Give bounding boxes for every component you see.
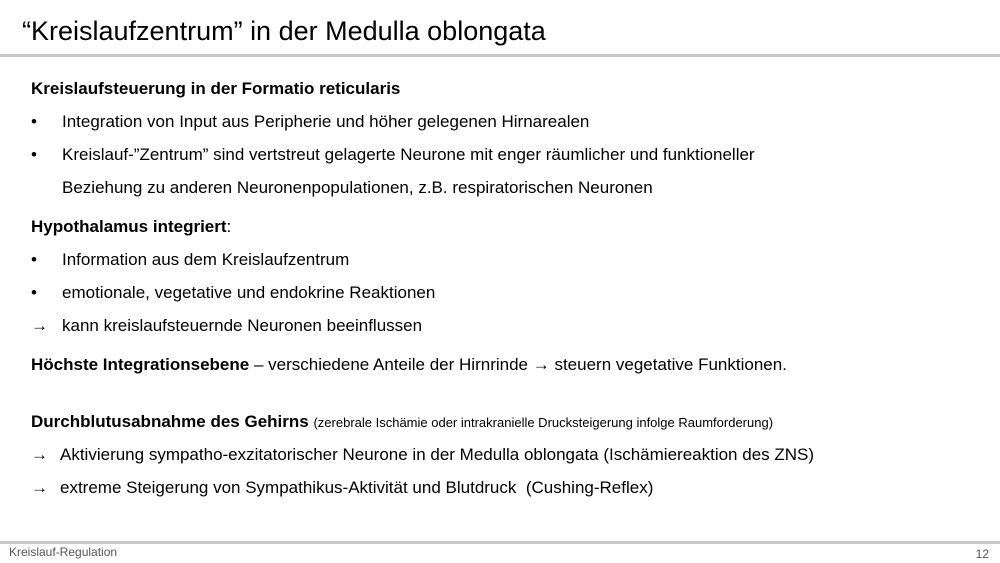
arrow-right-icon: →	[31, 478, 48, 497]
statement-text: steuern vegetative Funktionen.	[549, 355, 787, 374]
list-item	[31, 138, 981, 171]
arrow-item	[31, 438, 981, 471]
bullet-icon: •	[31, 145, 37, 164]
arrow-item-text: extreme Steigerung von Sympathikus-Aktivität und Blutdruck (Cushing-Reflex)	[60, 478, 654, 497]
section-heading-text: Hypothalamus integriert	[31, 217, 227, 236]
section-heading-text: Durchblutusabnahme des Gehirns	[31, 412, 309, 431]
section-note: (zerebrale Ischämie oder intrakranielle Drucksteigerung infolge Raumforderung)	[313, 415, 774, 430]
list-item-continuation	[31, 171, 981, 204]
slide-content	[31, 72, 981, 504]
list-item-text: Beziehung zu anderen Neuronenpopulationen, z.B. respiratorischen Neuronen	[62, 178, 653, 197]
list-item	[31, 276, 981, 309]
section-heading-durchblutung	[31, 405, 981, 438]
arrow-item	[31, 471, 981, 504]
footer-divider	[0, 541, 1000, 544]
footer-topic: Kreislauf-Regulation	[9, 545, 118, 559]
arrow-right-icon: →	[532, 355, 550, 374]
list-item-text: Information aus dem Kreislaufzentrum	[62, 250, 350, 269]
section-heading-hypothalamus	[31, 210, 981, 243]
arrow-item-text: Aktivierung sympatho-exzitatorischer Neurone in der Medulla oblongata (Ischämiereaktion des ZNS)	[60, 445, 815, 464]
arrow-right-icon: →	[31, 445, 48, 464]
arrow-item	[31, 309, 981, 342]
page-number: 12	[975, 547, 989, 561]
heading-colon: :	[226, 217, 232, 236]
section-heading-formatio-reticularis: Kreislaufsteuerung in der Formatio reticularis	[31, 79, 401, 98]
integration-level-statement	[31, 348, 981, 381]
bullet-icon: •	[31, 283, 37, 302]
list-item	[31, 105, 981, 138]
arrow-item-text: kann kreislaufsteuernde Neuronen beeinflussen	[62, 316, 423, 335]
arrow-right-icon: →	[31, 316, 48, 335]
slide-title: “Kreislaufzentrum” in der Medulla oblongata	[22, 16, 546, 46]
list-item-text: Kreislauf-”Zentrum” sind vertstreut gelagerte Neurone mit enger räumlicher und funktioneller	[62, 145, 755, 164]
list-item-text: Integration von Input aus Peripherie und höher gelegenen Hirnarealen	[62, 112, 590, 131]
bullet-icon: •	[31, 250, 37, 269]
bullet-icon: •	[31, 112, 37, 131]
section-heading-text: Höchste Integrationsebene	[31, 355, 250, 374]
statement-text: – verschiedene Anteile der Hirnrinde	[249, 355, 533, 374]
title-divider	[0, 54, 1000, 57]
list-item	[31, 243, 981, 276]
list-item-text: emotionale, vegetative und endokrine Reaktionen	[62, 283, 436, 302]
